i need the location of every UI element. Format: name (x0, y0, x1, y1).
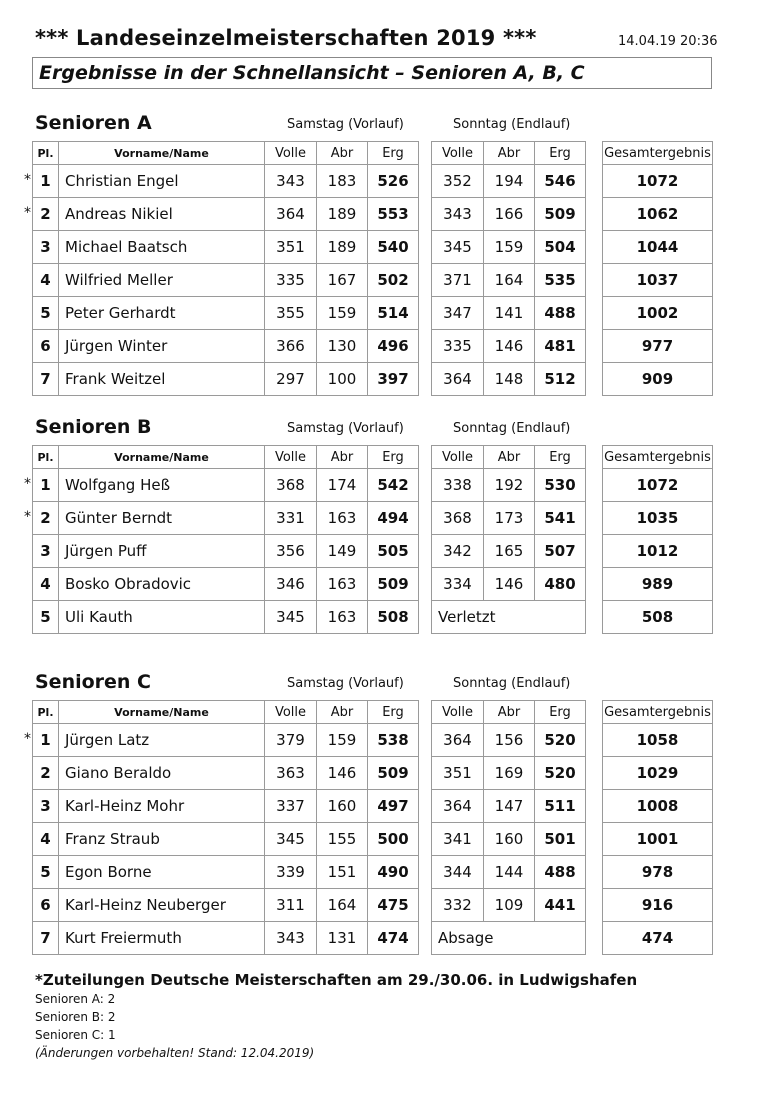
erg-cell: 542 (368, 469, 419, 502)
table-row (33, 264, 419, 297)
erg-cell: 509 (535, 198, 586, 231)
footer-heading: *Zuteilungen Deutsche Meisterschaften am 29./30.06. in Ludwigshafen (35, 971, 638, 989)
total-cell: 1002 (603, 297, 713, 330)
col-header-total: Gesamtergebnis (603, 701, 713, 724)
volle-cell: 343 (265, 922, 317, 955)
place-cell: 1 (33, 724, 59, 757)
table-row (432, 469, 586, 502)
table-row (432, 502, 586, 535)
abr-cell: 159 (317, 297, 368, 330)
volle-cell: 297 (265, 363, 317, 396)
table-row (432, 165, 586, 198)
page-title: *** Landeseinzelmeisterschaften 2019 *** (35, 26, 537, 50)
col-header-volle: Volle (265, 446, 317, 469)
table-row (603, 823, 713, 856)
table-row (603, 502, 713, 535)
status-note-cell: Absage (432, 922, 586, 955)
total-cell: 474 (603, 922, 713, 955)
col-header-volle: Volle (432, 446, 484, 469)
volle-cell: 371 (432, 264, 484, 297)
erg-cell: 540 (368, 231, 419, 264)
subtitle: Ergebnisse in der Schnellansicht – Senioren A, B, C (39, 62, 585, 84)
total-cell: 1037 (603, 264, 713, 297)
erg-cell: 512 (535, 363, 586, 396)
section-title: Senioren B (35, 416, 152, 438)
volle-cell: 355 (265, 297, 317, 330)
table-row (432, 297, 586, 330)
total-cell: 909 (603, 363, 713, 396)
erg-cell: 501 (535, 823, 586, 856)
volle-cell: 334 (432, 568, 484, 601)
volle-cell: 366 (265, 330, 317, 363)
subtitle-box (32, 57, 712, 89)
table-row (603, 198, 713, 231)
volle-cell: 364 (432, 724, 484, 757)
table-row (33, 165, 419, 198)
col-header-name: Vorname/Name (59, 446, 265, 469)
abr-cell: 159 (317, 724, 368, 757)
total-cell: 1008 (603, 790, 713, 823)
erg-cell: 553 (368, 198, 419, 231)
place-cell: 2 (33, 198, 59, 231)
table-row (603, 856, 713, 889)
table-row (432, 535, 586, 568)
table-row (33, 297, 419, 330)
abr-cell: 189 (317, 231, 368, 264)
place-cell: 4 (33, 823, 59, 856)
table-row (33, 231, 419, 264)
erg-cell: 475 (368, 889, 419, 922)
volle-cell: 351 (265, 231, 317, 264)
table-row (33, 790, 419, 823)
place-cell: 4 (33, 264, 59, 297)
erg-cell: 480 (535, 568, 586, 601)
abr-cell: 164 (317, 889, 368, 922)
qualification-star: * (24, 205, 31, 221)
place-cell: 6 (33, 330, 59, 363)
abr-cell: 147 (484, 790, 535, 823)
col-header-volle: Volle (432, 142, 484, 165)
table-row (33, 601, 419, 634)
table-row (33, 535, 419, 568)
erg-cell: 497 (368, 790, 419, 823)
place-cell: 3 (33, 231, 59, 264)
name-cell: Kurt Freiermuth (59, 922, 265, 955)
erg-cell: 514 (368, 297, 419, 330)
erg-cell: 535 (535, 264, 586, 297)
erg-cell: 502 (368, 264, 419, 297)
volle-cell: 335 (265, 264, 317, 297)
abr-cell: 183 (317, 165, 368, 198)
volle-cell: 341 (432, 823, 484, 856)
section-title: Senioren C (35, 671, 152, 693)
sunday-table (431, 141, 586, 396)
col-header-total: Gesamtergebnis (603, 446, 713, 469)
header-row (33, 142, 419, 165)
volle-cell: 345 (265, 823, 317, 856)
col-header-abr: Abr (484, 701, 535, 724)
table-row (33, 198, 419, 231)
table-row (432, 198, 586, 231)
volle-cell: 332 (432, 889, 484, 922)
erg-cell: 397 (368, 363, 419, 396)
place-cell: 2 (33, 502, 59, 535)
table-row (603, 757, 713, 790)
footer-line-c: Senioren C: 1 (35, 1028, 116, 1042)
erg-cell: 538 (368, 724, 419, 757)
place-cell: 1 (33, 469, 59, 502)
qualification-star: * (24, 509, 31, 525)
col-header-erg: Erg (368, 446, 419, 469)
place-cell: 6 (33, 889, 59, 922)
erg-cell: 490 (368, 856, 419, 889)
table-row (432, 363, 586, 396)
abr-cell: 131 (317, 922, 368, 955)
saturday-table (32, 445, 419, 634)
volle-cell: 346 (265, 568, 317, 601)
table-row (603, 790, 713, 823)
volle-cell: 311 (265, 889, 317, 922)
volle-cell: 364 (432, 363, 484, 396)
total-table (602, 445, 713, 634)
table-row (603, 264, 713, 297)
total-cell: 1029 (603, 757, 713, 790)
abr-cell: 160 (317, 790, 368, 823)
table-row (603, 231, 713, 264)
erg-cell: 488 (535, 297, 586, 330)
timestamp: 14.04.19 20:36 (618, 34, 718, 49)
erg-cell: 530 (535, 469, 586, 502)
volle-cell: 363 (265, 757, 317, 790)
name-cell: Christian Engel (59, 165, 265, 198)
abr-cell: 169 (484, 757, 535, 790)
total-cell: 1035 (603, 502, 713, 535)
abr-cell: 146 (317, 757, 368, 790)
col-header-name: Vorname/Name (59, 142, 265, 165)
volle-cell: 379 (265, 724, 317, 757)
table-row (603, 922, 713, 955)
footer-line-b: Senioren B: 2 (35, 1010, 116, 1024)
saturday-table (32, 700, 419, 955)
col-header-volle: Volle (265, 701, 317, 724)
volle-cell: 343 (432, 198, 484, 231)
table-row (603, 724, 713, 757)
abr-cell: 160 (484, 823, 535, 856)
col-header-erg: Erg (368, 701, 419, 724)
table-row (33, 823, 419, 856)
place-cell: 1 (33, 165, 59, 198)
table-row (432, 231, 586, 264)
abr-cell: 163 (317, 568, 368, 601)
name-cell: Franz Straub (59, 823, 265, 856)
table-row (33, 889, 419, 922)
col-header-name: Vorname/Name (59, 701, 265, 724)
name-cell: Andreas Nikiel (59, 198, 265, 231)
table-row (33, 922, 419, 955)
col-header-erg: Erg (368, 142, 419, 165)
table-row (603, 297, 713, 330)
col-header-total: Gesamtergebnis (603, 142, 713, 165)
abr-cell: 165 (484, 535, 535, 568)
table-row (33, 856, 419, 889)
erg-cell: 520 (535, 724, 586, 757)
place-cell: 5 (33, 601, 59, 634)
name-cell: Egon Borne (59, 856, 265, 889)
total-cell: 1044 (603, 231, 713, 264)
abr-cell: 155 (317, 823, 368, 856)
col-header-pl: Pl. (33, 701, 59, 724)
name-cell: Jürgen Puff (59, 535, 265, 568)
name-cell: Jürgen Winter (59, 330, 265, 363)
erg-cell: 546 (535, 165, 586, 198)
table-row (603, 568, 713, 601)
table-row (33, 724, 419, 757)
place-cell: 5 (33, 856, 59, 889)
col-header-pl: Pl. (33, 446, 59, 469)
sunday-label: Sonntag (Endlauf) (453, 676, 571, 691)
volle-cell: 368 (265, 469, 317, 502)
table-row (432, 790, 586, 823)
name-cell: Uli Kauth (59, 601, 265, 634)
table-row (33, 330, 419, 363)
sunday-label: Sonntag (Endlauf) (453, 117, 571, 132)
abr-cell: 130 (317, 330, 368, 363)
erg-cell: 505 (368, 535, 419, 568)
erg-cell: 474 (368, 922, 419, 955)
abr-cell: 189 (317, 198, 368, 231)
footer-note: (Änderungen vorbehalten! Stand: 12.04.2019) (35, 1046, 315, 1060)
table-row (603, 363, 713, 396)
table-row (603, 469, 713, 502)
volle-cell: 339 (265, 856, 317, 889)
volle-cell: 338 (432, 469, 484, 502)
qualification-star: * (24, 172, 31, 188)
sunday-table (431, 445, 586, 634)
abr-cell: 148 (484, 363, 535, 396)
col-header-abr: Abr (317, 142, 368, 165)
total-cell: 978 (603, 856, 713, 889)
erg-cell: 520 (535, 757, 586, 790)
volle-cell: 342 (432, 535, 484, 568)
col-header-pl: Pl. (33, 142, 59, 165)
volle-cell: 335 (432, 330, 484, 363)
table-row (432, 823, 586, 856)
table-row (432, 724, 586, 757)
table-row (432, 889, 586, 922)
col-header-abr: Abr (484, 446, 535, 469)
col-header-erg: Erg (535, 446, 586, 469)
place-cell: 3 (33, 535, 59, 568)
erg-cell: 500 (368, 823, 419, 856)
volle-cell: 364 (265, 198, 317, 231)
erg-cell: 496 (368, 330, 419, 363)
name-cell: Wolfgang Heß (59, 469, 265, 502)
erg-cell: 526 (368, 165, 419, 198)
total-cell: 1012 (603, 535, 713, 568)
volle-cell: 344 (432, 856, 484, 889)
erg-cell: 481 (535, 330, 586, 363)
total-table (602, 141, 713, 396)
erg-cell: 507 (535, 535, 586, 568)
col-header-abr: Abr (484, 142, 535, 165)
table-row (432, 856, 586, 889)
abr-cell: 192 (484, 469, 535, 502)
volle-cell: 356 (265, 535, 317, 568)
sunday-label: Sonntag (Endlauf) (453, 421, 571, 436)
abr-cell: 164 (484, 264, 535, 297)
table-row (432, 922, 586, 955)
total-cell: 1072 (603, 469, 713, 502)
table-row (432, 601, 586, 634)
total-cell: 1001 (603, 823, 713, 856)
name-cell: Jürgen Latz (59, 724, 265, 757)
erg-cell: 509 (368, 757, 419, 790)
name-cell: Michael Baatsch (59, 231, 265, 264)
abr-cell: 146 (484, 330, 535, 363)
table-row (33, 363, 419, 396)
erg-cell: 441 (535, 889, 586, 922)
saturday-label: Samstag (Vorlauf) (287, 676, 404, 691)
table-row (432, 757, 586, 790)
saturday-label: Samstag (Vorlauf) (287, 421, 404, 436)
col-header-volle: Volle (432, 701, 484, 724)
name-cell: Karl-Heinz Mohr (59, 790, 265, 823)
volle-cell: 351 (432, 757, 484, 790)
abr-cell: 163 (317, 601, 368, 634)
name-cell: Günter Berndt (59, 502, 265, 535)
table-row (603, 889, 713, 922)
total-cell: 1062 (603, 198, 713, 231)
table-row (432, 330, 586, 363)
saturday-table (32, 141, 419, 396)
name-cell: Peter Gerhardt (59, 297, 265, 330)
table-row (33, 568, 419, 601)
total-cell: 1058 (603, 724, 713, 757)
qualification-star: * (24, 476, 31, 492)
abr-cell: 146 (484, 568, 535, 601)
name-cell: Frank Weitzel (59, 363, 265, 396)
total-cell: 916 (603, 889, 713, 922)
header-row (603, 701, 713, 724)
table-row (33, 469, 419, 502)
header-row (603, 446, 713, 469)
status-note-cell: Verletzt (432, 601, 586, 634)
place-cell: 3 (33, 790, 59, 823)
header-row (33, 446, 419, 469)
total-table (602, 700, 713, 955)
name-cell: Giano Beraldo (59, 757, 265, 790)
name-cell: Karl-Heinz Neuberger (59, 889, 265, 922)
header-row (33, 701, 419, 724)
erg-cell: 504 (535, 231, 586, 264)
place-cell: 4 (33, 568, 59, 601)
total-cell: 1072 (603, 165, 713, 198)
header-row (603, 142, 713, 165)
header-row (432, 142, 586, 165)
table-row (603, 330, 713, 363)
abr-cell: 194 (484, 165, 535, 198)
abr-cell: 144 (484, 856, 535, 889)
abr-cell: 141 (484, 297, 535, 330)
name-cell: Wilfried Meller (59, 264, 265, 297)
erg-cell: 509 (368, 568, 419, 601)
volle-cell: 345 (265, 601, 317, 634)
col-header-volle: Volle (265, 142, 317, 165)
place-cell: 7 (33, 922, 59, 955)
abr-cell: 149 (317, 535, 368, 568)
sunday-table (431, 700, 586, 955)
erg-cell: 541 (535, 502, 586, 535)
abr-cell: 151 (317, 856, 368, 889)
abr-cell: 174 (317, 469, 368, 502)
header-row (432, 701, 586, 724)
col-header-erg: Erg (535, 701, 586, 724)
abr-cell: 159 (484, 231, 535, 264)
erg-cell: 508 (368, 601, 419, 634)
name-cell: Bosko Obradovic (59, 568, 265, 601)
erg-cell: 494 (368, 502, 419, 535)
volle-cell: 368 (432, 502, 484, 535)
table-row (432, 264, 586, 297)
total-cell: 508 (603, 601, 713, 634)
abr-cell: 156 (484, 724, 535, 757)
volle-cell: 352 (432, 165, 484, 198)
col-header-abr: Abr (317, 446, 368, 469)
volle-cell: 347 (432, 297, 484, 330)
table-row (33, 757, 419, 790)
table-row (33, 502, 419, 535)
section-title: Senioren A (35, 112, 152, 134)
volle-cell: 343 (265, 165, 317, 198)
table-row (603, 535, 713, 568)
volle-cell: 337 (265, 790, 317, 823)
table-row (432, 568, 586, 601)
total-cell: 977 (603, 330, 713, 363)
abr-cell: 163 (317, 502, 368, 535)
erg-cell: 511 (535, 790, 586, 823)
place-cell: 7 (33, 363, 59, 396)
col-header-erg: Erg (535, 142, 586, 165)
volle-cell: 331 (265, 502, 317, 535)
abr-cell: 109 (484, 889, 535, 922)
place-cell: 5 (33, 297, 59, 330)
abr-cell: 166 (484, 198, 535, 231)
header-row (432, 446, 586, 469)
abr-cell: 100 (317, 363, 368, 396)
table-row (603, 601, 713, 634)
qualification-star: * (24, 731, 31, 747)
erg-cell: 488 (535, 856, 586, 889)
total-cell: 989 (603, 568, 713, 601)
abr-cell: 173 (484, 502, 535, 535)
volle-cell: 345 (432, 231, 484, 264)
table-row (603, 165, 713, 198)
footer-line-a: Senioren A: 2 (35, 992, 116, 1006)
place-cell: 2 (33, 757, 59, 790)
saturday-label: Samstag (Vorlauf) (287, 117, 404, 132)
abr-cell: 167 (317, 264, 368, 297)
volle-cell: 364 (432, 790, 484, 823)
col-header-abr: Abr (317, 701, 368, 724)
